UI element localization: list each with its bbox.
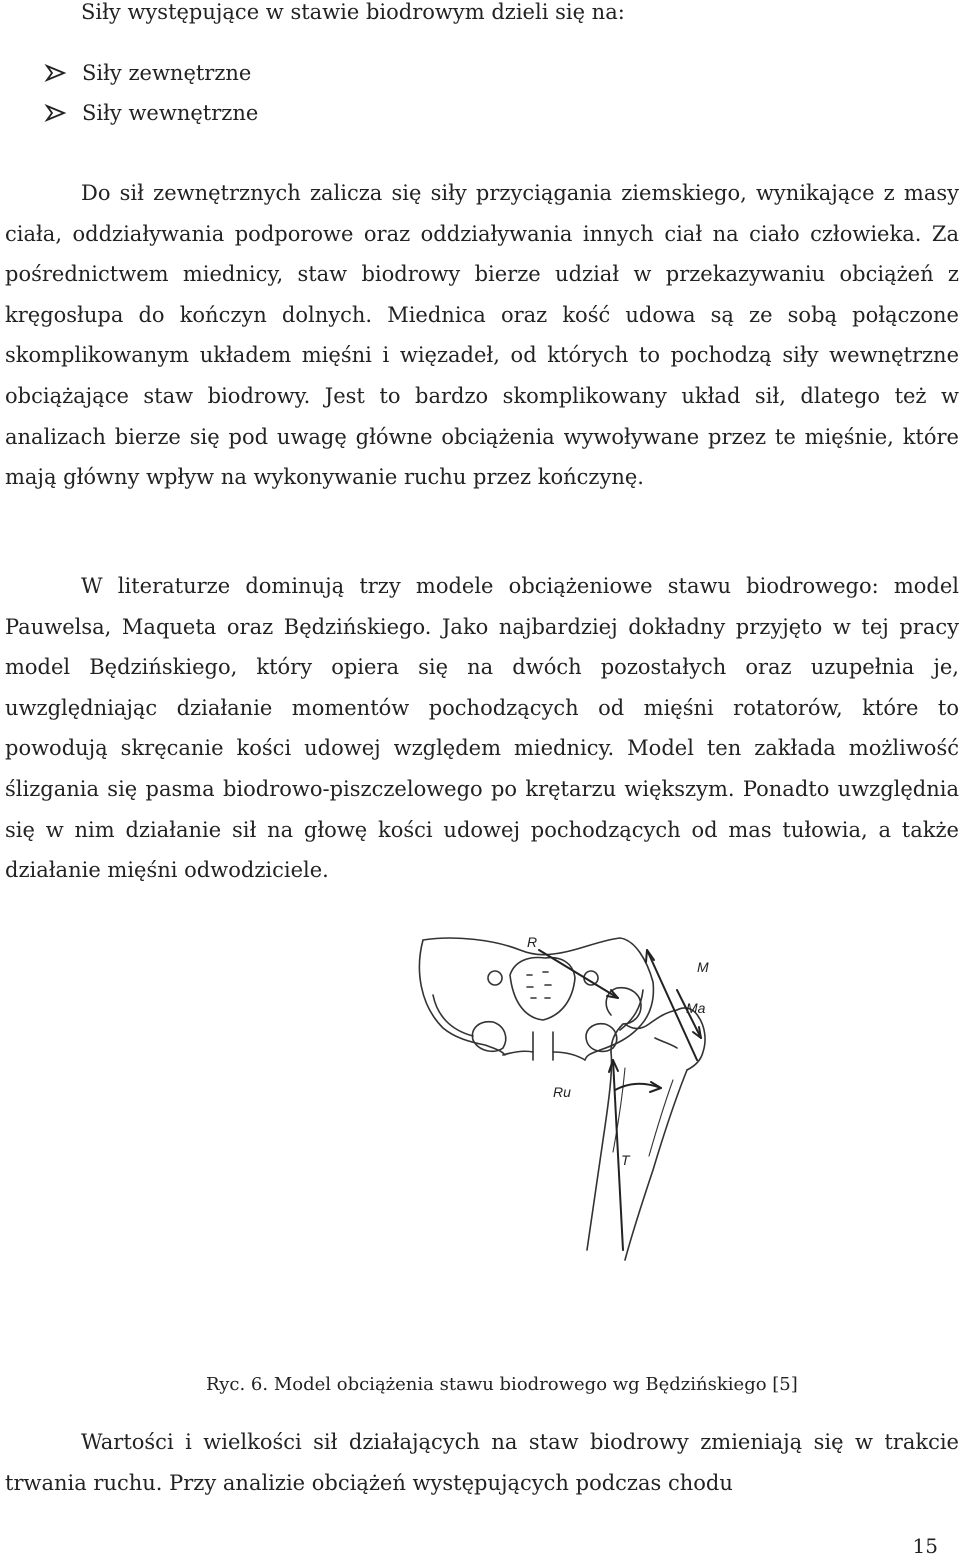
label-r: R	[527, 934, 538, 950]
paragraph-force-values: Wartości i wielkości sił działających na staw biodrowy zmieniają się w trakcie trwania ruchu. Przy analizie obciążeń występujących podczas chodu	[5, 1430, 959, 1495]
femur-shaft-medial	[587, 1052, 612, 1250]
obturator-right	[586, 1024, 617, 1052]
paragraph-external-internal-forces: Do sił zewnętrznych zalicza się siły przyciągania ziemskiego, wynikające z masy ciała, oddziaływania podporowe oraz oddziaływania innych ciał na ciało człowieka. Za pośrednictwem miednicy, staw biodrowy bierze udział w przekazywaniu obciążeń z kręgosłupa do kończyn dolnych. Miednica oraz kość udowa są ze sobą połączone skomplikowanym układem mięśni i więzadeł, od których to pochodzą siły wewnętrzne obciążające staw biodrowy. Jest to bardzo skomplikowany układ sił, dlatego też w analizach bierze się pod uwagę główne obciążenia wywoływane przez te mięśnie, które mają główny wpływ na wykonywanie ruchu przez kończynę.	[5, 181, 959, 490]
figure-caption: Ryc. 6. Model obciążenia stawu biodrowego wg Będzińskiego [5]	[206, 1374, 798, 1395]
bullet-item-external-forces	[42, 53, 258, 93]
bullet-label: Siły zewnętrzne	[82, 61, 252, 85]
page-number: 15	[912, 1534, 938, 1558]
femur-neck	[611, 1010, 677, 1052]
pelvis-outline	[419, 938, 653, 1060]
label-ru: Ru	[553, 1084, 571, 1100]
hip-load-model-figure	[415, 920, 750, 1270]
label-ma: Ma	[686, 1000, 706, 1016]
paragraph-load-models: W literaturze dominują trzy modele obciążeniowe stawu biodrowego: model Pauwelsa, Maqueta oraz Będzińskiego. Jako najbardziej dokładny przyjęto w tej pracy model Będzińskiego, który opiera się na dwóch pozostałych oraz uzupełnia je, uwzględniając działanie momentów pochodzących od mięśni rotatorów, które to powodują skręcanie kości udowej względem miednicy. Model ten zakłada możliwość ślizgania się pasma biodrowo-piszczelowego po krętarzu większym. Ponadto uwzględnia się w nim działanie sił na głowę kości udowej pochodzących od mas tułowia, a także działanie mięśni odwodziciele.	[5, 574, 959, 883]
femur-shaft-lateral	[625, 1070, 687, 1260]
label-m: M	[697, 959, 709, 975]
bullet-item-internal-forces	[42, 93, 258, 133]
intro-text: Siły występujące w stawie biodrowym dzieli się na:	[81, 0, 625, 24]
arrowhead-bullet-icon	[42, 102, 70, 124]
force-vector-r	[539, 950, 618, 998]
label-t: T	[621, 1152, 630, 1168]
bullet-label: Siły wewnętrzne	[82, 101, 259, 125]
bullet-list	[42, 53, 258, 133]
arrowhead-bullet-icon	[42, 62, 70, 84]
